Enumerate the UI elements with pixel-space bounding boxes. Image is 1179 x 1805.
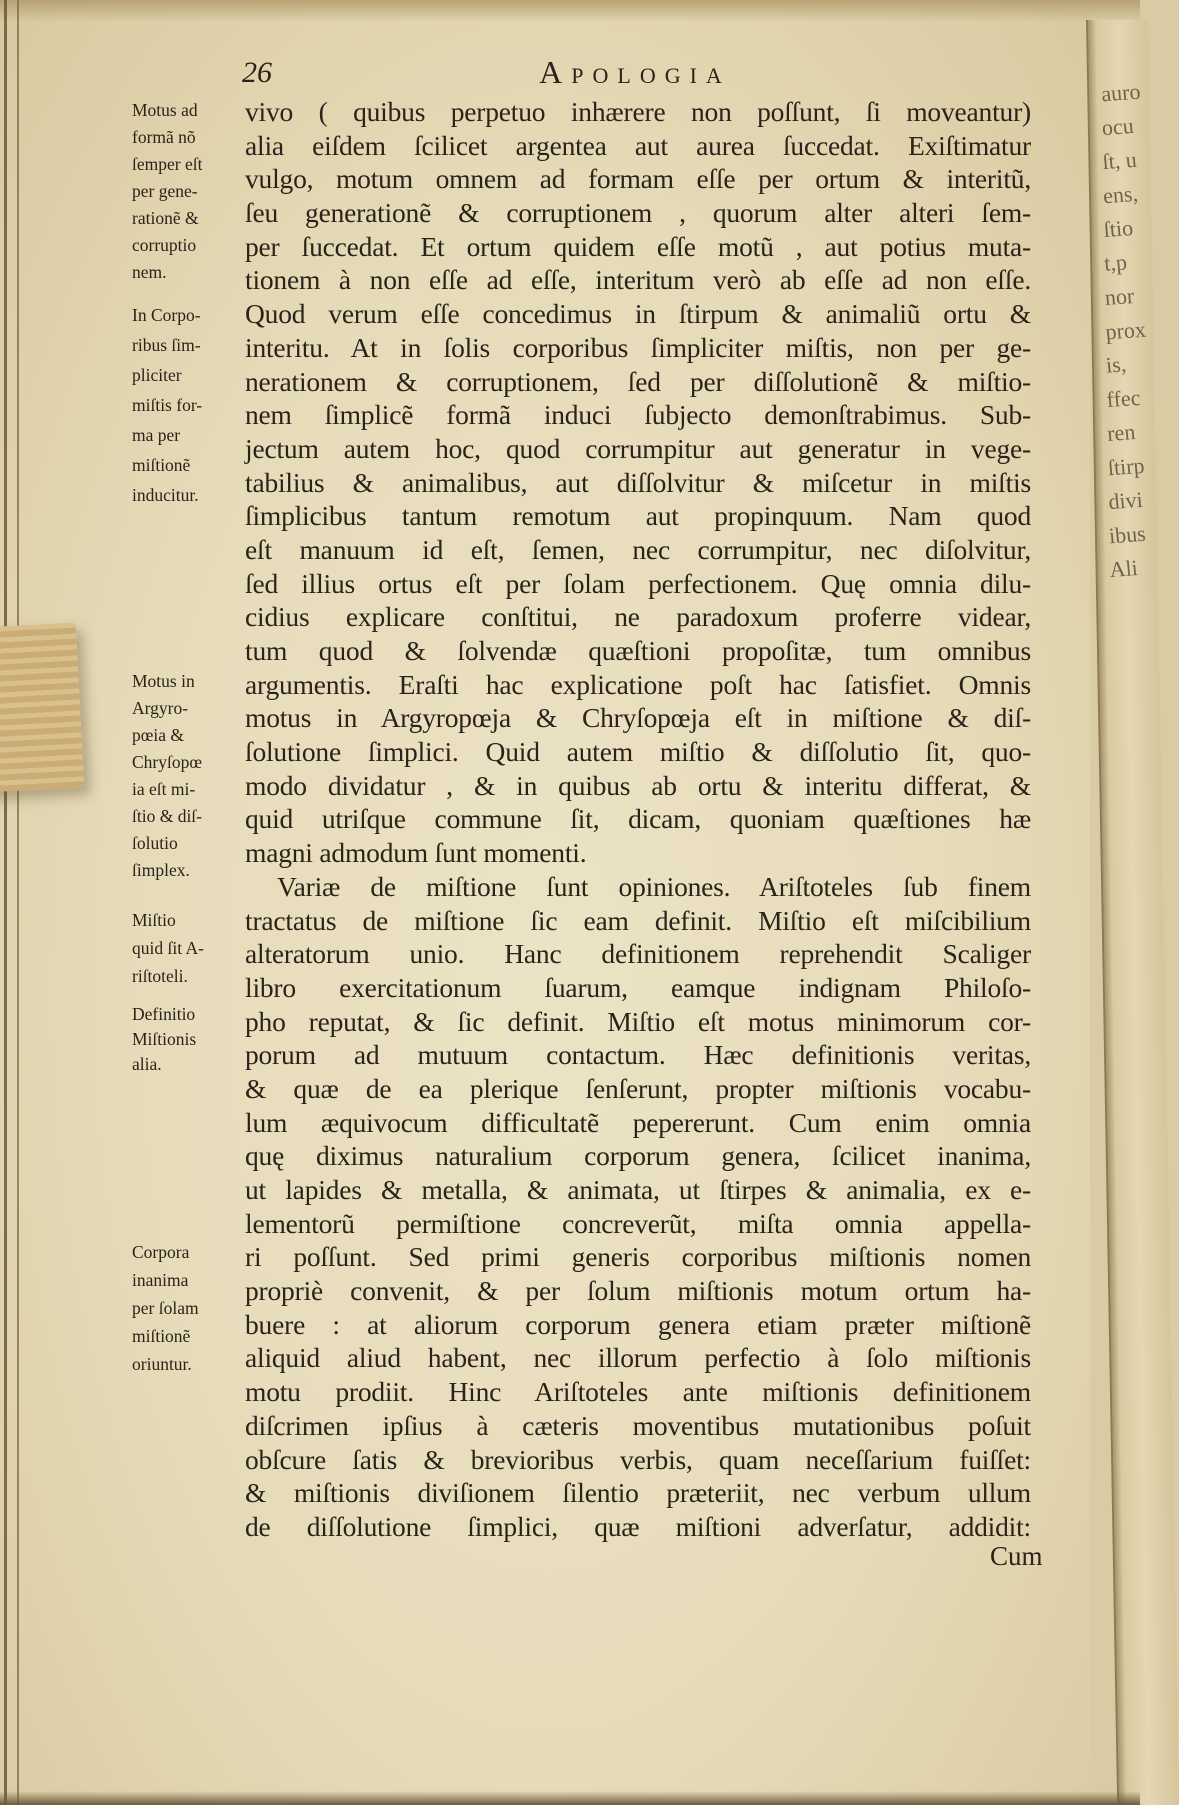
text-line: quid utriſque commune ſit, dicam, quoniam quæſtiones hæ [245,803,1031,835]
margin-note-line: riſtoteli. [132,966,188,986]
margin-note-line: ſolutio [132,833,178,853]
text-line: magni admodum ſunt momenti. [245,837,587,869]
text-line: & quæ de ea plerique ſenſerunt, propter miſtionis vocabu- [245,1072,1031,1104]
facing-page-edge [1086,20,1179,1805]
margin-note-line: oriuntur. [132,1354,192,1374]
margin-note-line: per ſolam [132,1298,199,1318]
catchword: Cum [990,1541,1043,1571]
margin-note-line: ſimplex. [132,860,190,880]
margin-note [132,906,242,990]
margin-note [132,1002,242,1077]
facing-page-fragment: ſt, u [1101,146,1138,175]
margin-note-line: ia eſt mi- [132,779,196,799]
paper-tab [0,622,84,792]
margin-note [132,300,242,510]
text-line: vivo ( quibus perpetuo inhærere non poſſunt, ſi moveantur) [245,96,1031,127]
text-line: diſcrimen ipſius à cæteris moventibus mutationibus poſuit [245,1409,1031,1441]
text-line: interitu. At in ſolis corporibus ſimpliciter miſtis, non per ge- [245,331,1031,363]
text-line: eſt manuum id eſt, ſemen, nec corrumpitur, nec diſolvitur, [245,533,1031,565]
facing-page-fragment: ffec [1105,384,1142,413]
text-line: quę diximus naturalium corporum genera, ſcilicet inanima, [245,1140,1031,1172]
margin-note-line: In Corpo- [132,305,201,325]
margin-note-line: nem. [132,262,167,282]
margin-note-line: alia. [132,1054,162,1074]
margin-note-line: Motus ad [132,100,198,120]
facing-page-fragment: ens, [1101,180,1139,209]
text-line: tractatus de miſtione ſic eam definit. Miſtio eſt miſcibilium [245,904,1031,936]
facing-page-fragment: divi [1107,486,1144,515]
margin-note-line: Motus in [132,671,195,691]
text-line: obſcure ſatis & brevioribus verbis, quam neceſſarium fuiſſet: [245,1443,1031,1475]
text-line: nem ſimplicẽ formã induci ſubjecto demonſtrabimus. Sub- [245,399,1031,431]
margin-note-line: pliciter [132,365,182,385]
facing-page-fragment: auro [1100,78,1142,107]
facing-page-fragment: ocu [1100,112,1135,141]
text-line: tum quod & ſolvendæ quæſtioni propoſitæ, tum omnibus [245,635,1031,666]
text-line: de diſſolutione ſimplici, quæ miſtioni adverſatur, addidit: [245,1510,1031,1542]
text-line: libro exercitationum ſuarum, eamque indignam Philoſo- [245,971,1031,1003]
margin-note-line: Miſtionis [132,1029,197,1049]
page-number: 26 [242,56,272,89]
margin-note [132,668,242,884]
facing-page-fragment: t,p [1103,249,1128,276]
text-line: vulgo, motum omnem ad formam eſſe per ortum & interitũ, [245,163,1031,195]
text-line: Quod verum eſſe concedimus in ſtirpum & animaliũ ortu & [245,298,1031,330]
page-top-edge [0,0,1140,22]
text-line: aliquid aliud habent, nec illorum perfectio à ſolo miſtionis [245,1342,1031,1374]
margin-note-line: miſtis for- [132,395,203,415]
text-line: ſed illius ortus eſt per ſolam perfectionem. Quę omnia dilu- [245,567,1031,599]
text-line: alia eiſdem ſcilicet argentea aut aurea ſuccedat. Exiſtimatur [245,129,1031,161]
facing-page-fragment: nor [1103,283,1136,310]
text-line: motus in Argyropœja & Chryſopœja eſt in miſtione & diſ- [245,702,1031,734]
text-line: ſolutione ſimplici. Quid autem miſtio & diſſolutio ſit, quo- [245,736,1031,768]
margin-note-line: formã nõ [132,127,196,147]
margin-note-line: rationẽ & [132,208,199,228]
margin-note-line: corruptio [132,235,197,255]
margin-note [132,97,242,286]
margin-note-line: pœia & [132,725,185,745]
margin-note-line: ribus ſim- [132,335,201,355]
margin-note-line: ſemper eſt [132,154,203,174]
text-line: modo dividatur , & in quibus ab ortu & interitu differat, & [245,769,1031,801]
text-line: ſimplicibus tantum remotum aut propinquum. Nam quod [245,500,1031,532]
text-line: alteratorum unio. Hanc definitionem reprehendit Scaliger [245,938,1031,970]
facing-page-fragment: ren [1106,419,1137,446]
body-text [245,95,1031,1544]
binding-edge [4,0,19,1805]
text-line: Variæ de miſtione ſunt opiniones. Ariſtoteles ſub finem [277,870,1031,902]
text-line: lementorũ permiſtione concreverũt, miſta omnia appella- [245,1207,1031,1239]
text-line: per ſuccedat. Et ortum quidem eſſe motũ , aut potius muta- [245,230,1031,262]
margin-note [132,1238,242,1378]
text-line: argumentis. Eraſti hac explicatione poſt hac ſatisfiet. Omnis [245,668,1031,700]
text-line: buere : at aliorum corporum genera etiam præter miſtionẽ [245,1308,1031,1340]
page-bottom-edge [0,1791,1140,1805]
margin-note-line: per gene- [132,181,198,201]
text-line: propriè convenit, & per ſolum miſtionis motum ortum ha- [245,1275,1031,1307]
text-line: pho reputat, & ſic definit. Miſtio eſt motus minimorum cor- [245,1005,1031,1037]
text-line: motu prodiit. Hinc Ariſtoteles ante miſtionis definitionem [245,1376,1031,1408]
margin-note-line: inanima [132,1270,189,1290]
margin-note-line: miſtionẽ [132,455,191,475]
text-line: ſeu generationẽ & corruptionem , quorum alter alteri ſem- [245,197,1031,229]
facing-page-fragment: ſtio [1102,215,1134,242]
margin-note-line: quid ſit A- [132,938,204,958]
facing-page-fragment: ſtirp [1106,452,1146,481]
facing-page-fragment: prox [1104,316,1147,345]
margin-note-line: inducitur. [132,485,199,505]
text-line: porum ad mutuum contactum. Hæc definitionis veritas, [245,1039,1031,1071]
text-line: cidius explicare conſtitui, ne paradoxum proferre videar, [245,601,1031,633]
text-line: jectum autem hoc, quod corrumpitur aut generatur in vege- [245,432,1031,464]
margin-note-line: ma per [132,425,181,445]
facing-page-fragment: is, [1104,351,1128,378]
margin-note-line: Miſtio [132,910,176,930]
text-line: tionem à non eſſe ad eſſe, interitum verò ab eſſe ad non eſſe. [245,264,1031,296]
facing-page-fragment: Ali [1108,555,1139,582]
margin-note-line: Chryſopœ [132,752,202,772]
text-line: ut lapides & metalla, & animata, ut ſtirpes & animalia, ex e- [245,1174,1031,1205]
running-head: Apologia [539,54,731,90]
margin-note-line: Corpora [132,1242,190,1262]
margin-note-line: ſtio & diſ- [132,806,202,826]
margin-note-line: Definitio [132,1004,196,1024]
text-line: lum æquivocum difficultatẽ pepererunt. Cum enim omnia [245,1106,1031,1138]
text-line: tabilius & animalibus, aut diſſolvitur & miſcetur in miſtis [245,466,1031,498]
facing-page-fragment: ibus [1107,520,1147,549]
text-line: ri poſſunt. Sed primi generis corporibus miſtionis nomen [245,1241,1031,1273]
margin-note-line: miſtionẽ [132,1326,191,1346]
margin-note-line: Argyro- [132,698,189,718]
text-line: & miſtionis diviſionem ſilentio præteriit, nec verbum ullum [245,1477,1031,1509]
text-line: nerationem & corruptionem, ſed per diſſolutionẽ & miſtio- [245,365,1031,397]
